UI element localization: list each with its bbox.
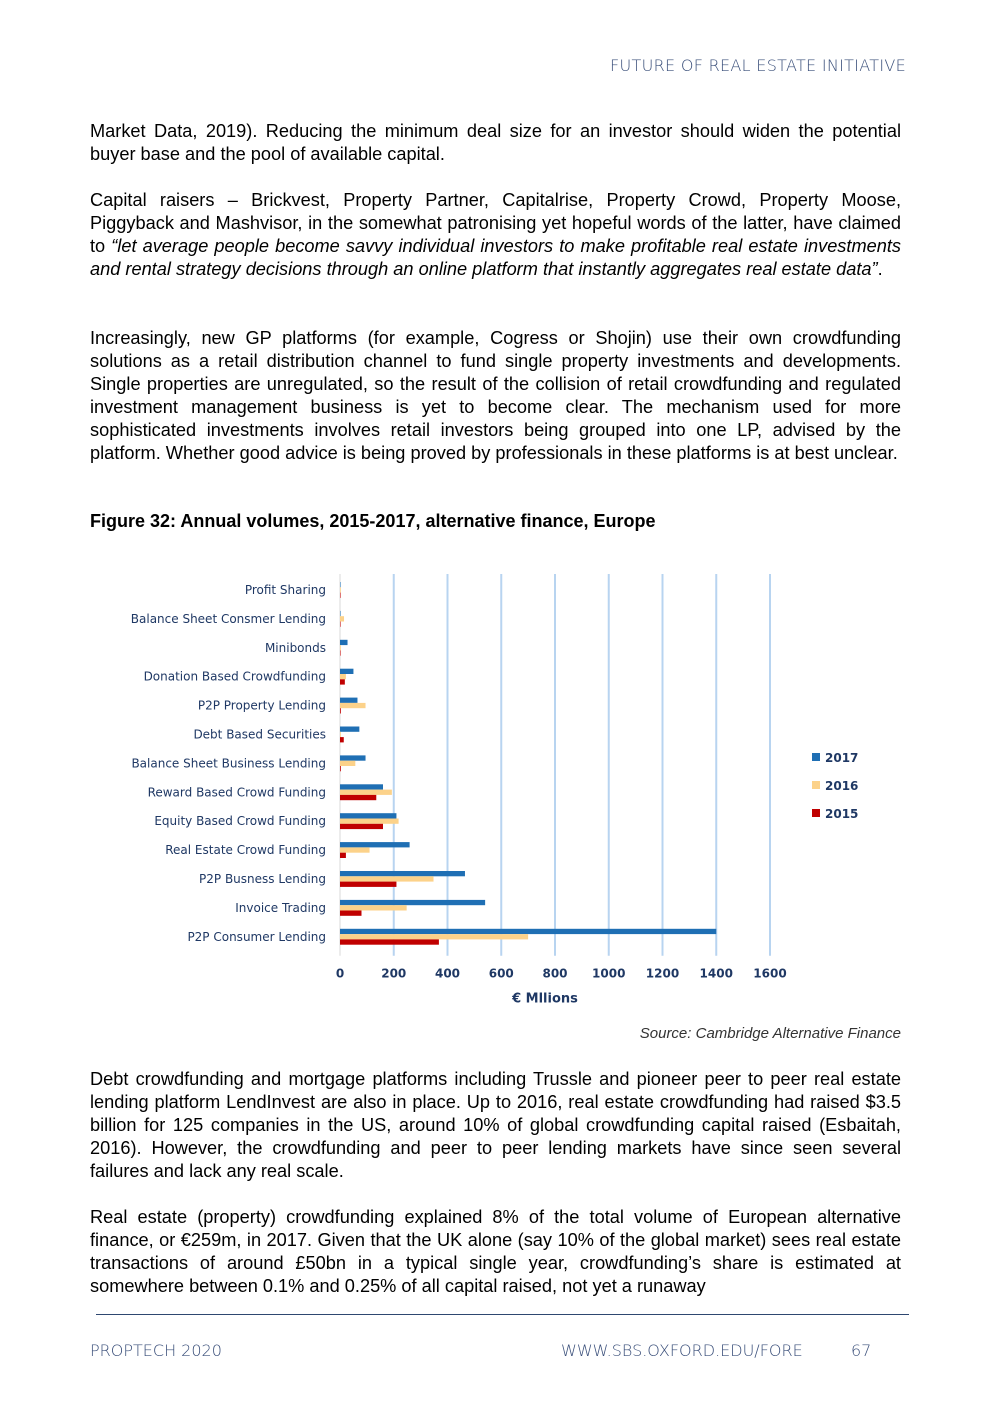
x-tick-label: 400 [434,966,461,981]
bar-2017 [340,698,357,703]
legend-swatch-2016 [812,781,820,789]
bar-2016 [340,645,341,650]
legend-label-2017: 2017 [825,751,859,765]
category-label: Balance Sheet Consmer Lending [130,611,326,626]
paragraph-capital-raisers [90,189,901,281]
category-label: Debt Based Securities [193,727,326,742]
bar-2015 [340,939,439,944]
bar-2015 [340,824,383,829]
bar-2017 [340,727,359,732]
category-label: Donation Based Crowdfunding [143,669,326,684]
x-tick-label: 1000 [592,966,626,981]
paragraph-property-crowdfunding-share: Real estate (property) crowdfunding explained 8% of the total volume of European alternative finance, or €259m, in 2017. Given that the UK alone (say 10% of the global market) sees real estate transactions of around £50bn in a typical single year, crowdfunding’s share is estimated at somewhere between 0.1% and 0.25% of all capital raised, not yet a runaway [90,1207,901,1296]
bar-2015 [340,795,376,800]
legend-swatch-2017 [812,753,820,761]
bar-2017 [340,871,465,876]
legend-label-2015: 2015 [825,807,859,821]
bar-2015 [340,882,396,887]
capital-raisers-text: Capital raisers – Brickvest, Property Partner, Capitalrise, Property Crowd, Property Moose, Piggyback and Mashvisor, in the somewhat patronising yet hopeful words of the latter, have claimed to [90,190,901,256]
paragraph-debt-crowdfunding: Debt crowdfunding and mortgage platforms including Trussle and pioneer peer to peer real estate lending platform LendInvest are also in place. Up to 2016, real estate crowdfunding had raised $3.5 billion for 125 companies in the US, around 10% of global crowdfunding capital raised (Esbaitah, 2016). However, the crowdfunding and peer to peer lending markets have since seen several failures and lack any real scale. [90,1069,901,1181]
bar-2015 [340,911,362,916]
category-label: Balance Sheet Business Lending [131,756,326,771]
bar-2017 [340,640,348,645]
category-label: Real Estate Crowd Funding [165,843,326,858]
footer-divider [96,1314,909,1315]
bar-2016 [340,905,407,910]
category-label: P2P Property Lending [197,698,326,713]
bar-2016 [340,674,346,679]
bar-2016 [340,934,528,939]
bar-2016 [340,876,434,881]
capital-raisers-end: . [877,259,883,279]
bar-2016 [340,847,370,852]
paragraph-min-deal-size: Market Data, 2019). Reducing the minimum deal size for an investor should widen the potential buyer base and the pool of available capital. [90,121,901,164]
bar-2017 [340,784,383,789]
x-tick-label: 1600 [753,966,787,981]
category-label: Equity Based Crowd Funding [154,814,326,829]
legend-swatch-2015 [812,809,820,817]
running-header: FUTURE OF REAL ESTATE INITIATIVE [610,56,906,75]
bar-2017 [340,929,716,934]
bar-2016 [340,616,344,621]
bar-2016 [340,790,392,795]
alternative-finance-bar-chart [90,560,890,1020]
x-tick-label: 800 [542,966,568,981]
x-tick-label: 1400 [699,966,733,981]
x-tick-label: 1200 [645,966,680,981]
legend-label-2016: 2016 [825,779,859,793]
bar-2015 [340,622,341,627]
bar-2016 [340,819,399,824]
bar-2017 [340,669,353,674]
bar-2017 [340,813,396,818]
bar-2015 [340,766,341,771]
bar-2017 [340,611,341,616]
bar-2017 [340,755,366,760]
x-axis-title: € Mllions [512,991,578,1007]
bar-2017 [340,842,410,847]
figure-source: Source: Cambridge Alternative Finance [639,1025,901,1042]
page-number: 67 [851,1341,872,1360]
category-label: Invoice Trading [235,900,326,915]
bar-2015 [340,593,341,598]
figure-title: Figure 32: Annual volumes, 2015-2017, alternative finance, Europe [90,511,656,531]
x-tick-label: 600 [488,966,514,981]
category-label: Reward Based Crowd Funding [147,785,326,800]
bar-2015 [340,708,341,713]
bar-2016 [340,732,341,737]
bar-2015 [340,679,345,684]
bar-2016 [340,587,341,592]
bar-2016 [340,761,355,766]
paragraph-gp-platforms: Increasingly, new GP platforms (for example, Cogress or Shojin) use their own crowdfunding solutions as a retail distribution channel to fund single property investments and developments. Single properties are unregulated, so the result of the collision of retail crowdfunding and regulated investment management business is yet to become clear. The mechanism used for more sophisticated investments involves retail investors being grouped into one LP, advised by the platform. Whether good advice is being proved by professionals in these platforms is at best unclear. [90,328,901,463]
bar-2017 [340,582,341,587]
footer-publication: PROPTECH 2020 [90,1341,222,1360]
footer-url: WWW.SBS.OXFORD.EDU/FORE [561,1341,803,1360]
x-tick-label: 0 [335,966,345,981]
x-tick-label: 200 [381,966,407,981]
category-label: P2P Busness Lending [199,872,326,886]
bar-2015 [340,737,344,742]
bar-2015 [340,853,346,858]
category-label: Profit Sharing [244,583,326,597]
bar-2015 [340,650,341,655]
category-label: P2P Consumer Lending [187,929,326,944]
category-label: Minibonds [264,640,326,655]
bar-2016 [340,703,366,708]
mashvisor-quote: “let average people become savvy individual investors to make profitable real estate investments and rental strategy decisions through an online platform that instantly aggregates real estate data” [90,236,901,279]
bar-2017 [340,900,485,905]
